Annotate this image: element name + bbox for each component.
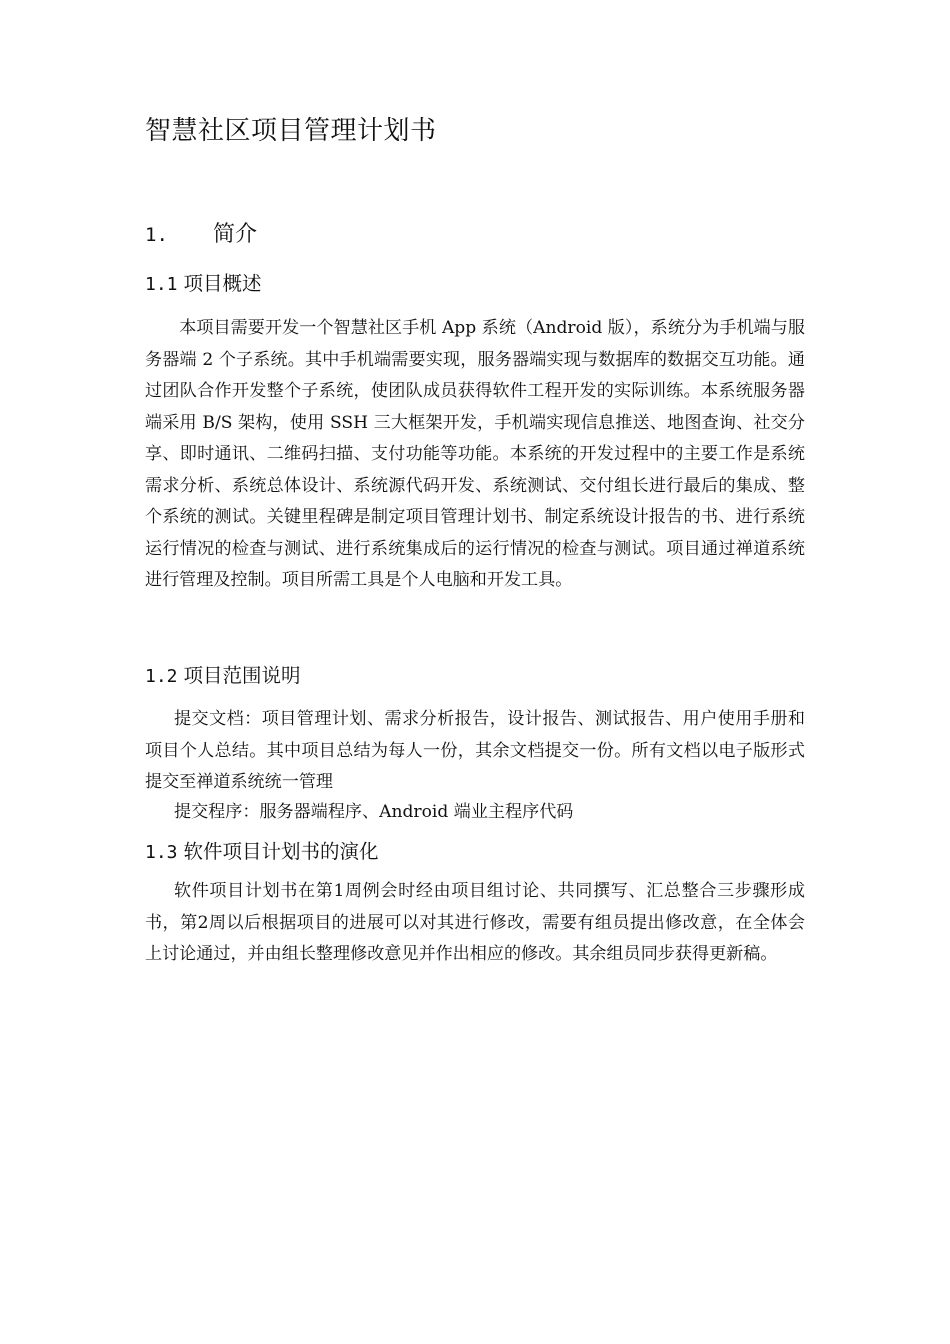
evolution-paragraph: 软件项目计划书在第1周例会时经由项目组讨论、共同撰写、汇总整合三步骤形成书，第2周以后根据项目的进展可以对其进行修改，需要有组员提出修改意，在全体会上讨论通过，并由组长整理修改意见并作出相应的修改。其余组员同步获得更新稿。 — [145, 881, 805, 964]
section-heading-intro — [145, 220, 257, 250]
document-title: 智慧社区项目管理计划书 — [145, 116, 437, 146]
overview-paragraph: 本项目需要开发一个智慧社区手机 App 系统（Android 版），系统分为手机端与服务器端 2 个子系统。其中手机端需要实现，服务器端实现与数据库的数据交互功能。通过团队合作开发整个子系统，使团队成员获得软件工程开发的实际训练。本系统服务器端采用 B/S 架构，使用 SSH 三大框架开发，手机端实现信息推送、地图查询、社交分享、即时通讯、二维码扫描、支付功能等功能。本系统的开发过程中的主要工作是系统需求分析、系统总体设计、系统源代码开发、系统测试、交付组长进行最后的集成、整个系统的测试。关键里程碑是制定项目管理计划书、制定系统设计报告的书、进行系统运行情况的检查与测试、进行系统集成后的运行情况的检查与测试。项目通过禅道系统进行管理及控制。项目所需工具是个人电脑和开发工具。 — [145, 318, 805, 590]
scope-programs-paragraph: 提交程序：服务器端程序、Android 端业主程序代码 — [174, 802, 574, 822]
subsection-title: 软件项目计划书的演化 — [183, 840, 379, 863]
subsection-number: 1.1 — [145, 274, 178, 295]
subsection-title: 项目范围说明 — [183, 664, 301, 687]
subsection-title: 项目概述 — [183, 272, 262, 295]
scope-documents-paragraph: 提交文档：项目管理计划、需求分析报告，设计报告、测试报告、用户使用手册和项目个人总结。其中项目总结为每人一份，其余文档提交一份。所有文档以电子版形式提交至禅道系统统一管理 — [145, 709, 805, 792]
subsection-number: 1.3 — [145, 842, 178, 863]
subsection-heading-scope — [145, 662, 301, 691]
subsection-heading-overview — [145, 270, 262, 299]
subsection-heading-evolution — [145, 838, 379, 867]
section-number: 1. — [145, 224, 168, 246]
subsection-number: 1.2 — [145, 666, 178, 687]
section-title: 简介 — [213, 222, 258, 247]
